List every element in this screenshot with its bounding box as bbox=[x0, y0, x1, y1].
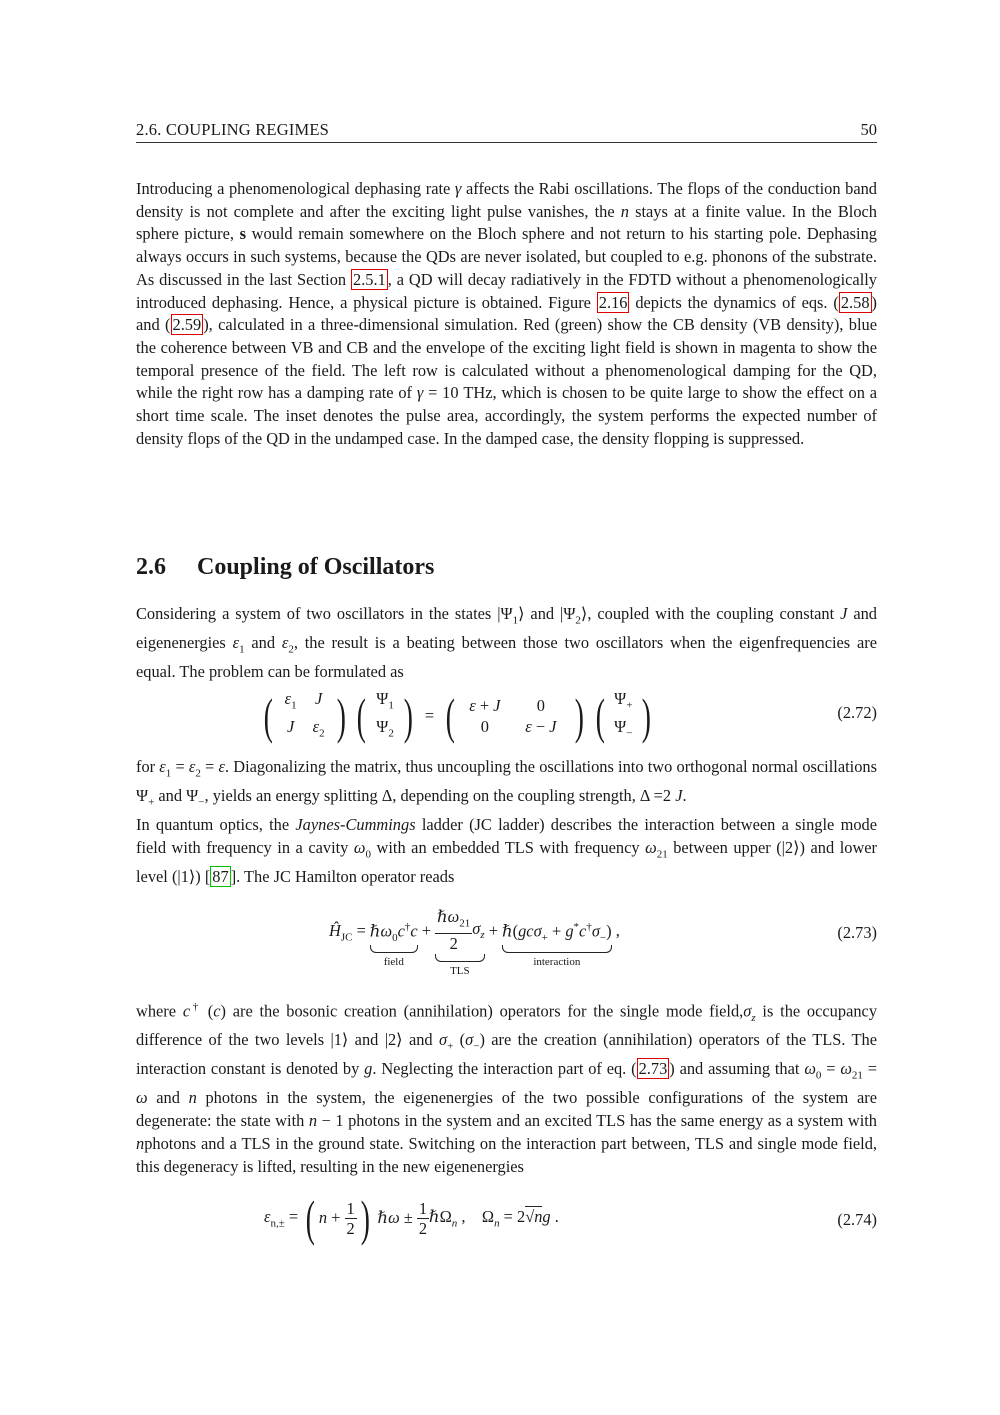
label-interaction: interaction bbox=[533, 955, 581, 968]
running-header bbox=[136, 120, 877, 143]
equation-number: (2.73) bbox=[837, 923, 877, 942]
label-tls: TLS bbox=[450, 965, 470, 978]
equation-2-73: $Ĥ_{JC}$ = ℏω$_0$c†c field + $\frac{\hbar\omega_{21}}{2}$ $\sigma_z$ TLS + ℏ(gcσ$_+$ + $g^*c^\dagger\sigma_-$) interaction , (2.73) bbox=[329, 907, 877, 978]
section-heading bbox=[136, 554, 434, 581]
equation-2-72: ( $\varepsilon_1$ J J $\varepsilon_2$ ) ( $\Psi_1$ $\Psi_2$ ) = ( ε + J 0 0 ε − J ) ( $\Psi_+$ $\Psi_-$ ) (2.72) bbox=[263, 688, 877, 745]
paragraph-jc-eigenenergies: where c† (c) are the bosonic creation (annihilation) operators for the single mode $field,\sigma_z$ is the occupancy difference of the two levels |1⟩ and |2⟩ and $\sigma_+$ $(\sigma_-)$ are the creation (annihilation) operators of the TLS. The interaction constant is denoted by g. Neglecting the interaction part of eq. ( 2.73 ) and assuming that $\omega_0 = \omega_{21} = \omega$ and n photons in the system, the eigenenergies of the two possible configurations of the system are degenerate: the state with n − 1 photons in the system and an excited TLS has the same energy as a system with nphotons and a TLS in the ground state. Switching on the interaction part between, TLS and single mode field, this degeneracy is lifted, resulting in the new eigenenergies bbox=[136, 1001, 878, 1176]
equation-number: (2.72) bbox=[837, 703, 877, 722]
section-title: Coupling of Oscillators bbox=[197, 554, 435, 580]
paragraph-dephasing: Introducing a phenomenological dephasing rate γ affects the Rabi oscillations. The flops of the conduction band density is not complete and after the exciting light pulse vanishes, the n stays at a finite value. In the Bloch sphere picture, s would remain somewhere on the Bloch sphere and not return to his starting pole. Dephasing always occurs in such systems, because the QDs are never isolated, but coupled to e.g. phonons of the substrate. As discussed in the last Section 2.5.1 , a QD will decay radiatively in the FDTD without a phenomenologically introduced dephasing. Hence, a physical picture is obtained. Figure 2.16 depicts the dynamics of eqs. ( 2.58 ) and ( 2.59 ), calculated in a three-dimensional simulation. Red (green) show the CB density (VB density), blue the coherence between VB and CB and the envelope of the exciting light field is shown in magenta to show the temporal presence of the field. The left row is calculated without a phenomenological damping for the QD, while the right row has a damping rate of γ = 10 THz, which is chosen to be quite large to show the effect on a short time scale. The inset denotes the pulse area, accordingly, the system performs the expected number of density flops of the QD in the undamped case. In the damped case, the density flopping is suppressed. bbox=[136, 179, 878, 448]
ref-figure-2-16[interactable]: 2.16 bbox=[598, 292, 628, 312]
ref-eq-2-59[interactable]: 2.59 bbox=[172, 315, 202, 335]
equation-2-74: $\varepsilon_{n,\pm}$ = ( n + $\frac{1}{2}$ ) ℏω ± $\frac{1}{2}$ ℏΩ$_n$ , $\Omega_n = 2√ng$ . (2.74) bbox=[264, 1190, 877, 1246]
label-field: field bbox=[383, 955, 404, 968]
ref-eq-2-58[interactable]: 2.58 bbox=[840, 292, 870, 312]
page-number: 50 bbox=[860, 120, 877, 139]
equation-number: (2.74) bbox=[837, 1210, 877, 1229]
section-number: 2.6 bbox=[136, 554, 166, 580]
ref-eq-2-73[interactable]: 2.73 bbox=[638, 1059, 668, 1079]
ref-section-2-5-1[interactable]: 2.5.1 bbox=[353, 269, 386, 289]
citation-87[interactable]: 87 bbox=[212, 866, 229, 886]
header-section: 2.6. COUPLING REGIMES bbox=[136, 120, 330, 139]
paragraph-oscillators: Considering a system of two oscillators in the states $|\Psi_1⟩$ and $|\Psi_2⟩$, coupled with the coupling constant J and eigenenergies $\varepsilon_1$ and $\varepsilon_2$, the result is a beating between those two oscillators when the eigenfrequencies are equal. The problem can be formulated as bbox=[136, 604, 877, 681]
paragraph-diagonalizing: for $\varepsilon_1 = \varepsilon_2 = \varepsilon$. Diagonalizing the matrix, thus uncoupling the oscillations into two orthogonal normal oscillations $\Psi_+$ and $\Psi_-$, yields an energy splitting Δ, depending on the coupling strength, Δ =2 J. In quantum optics, the Jaynes-Cummings ladder (JC ladder) describes the interaction between a single mode field with frequency in a cavity $\omega_0$ with an embedded TLS with frequency $\omega_{21}$ between upper (|2⟩) and lower level (|1⟩) [ 87 ]. The JC Hamilton operator reads bbox=[136, 757, 878, 886]
